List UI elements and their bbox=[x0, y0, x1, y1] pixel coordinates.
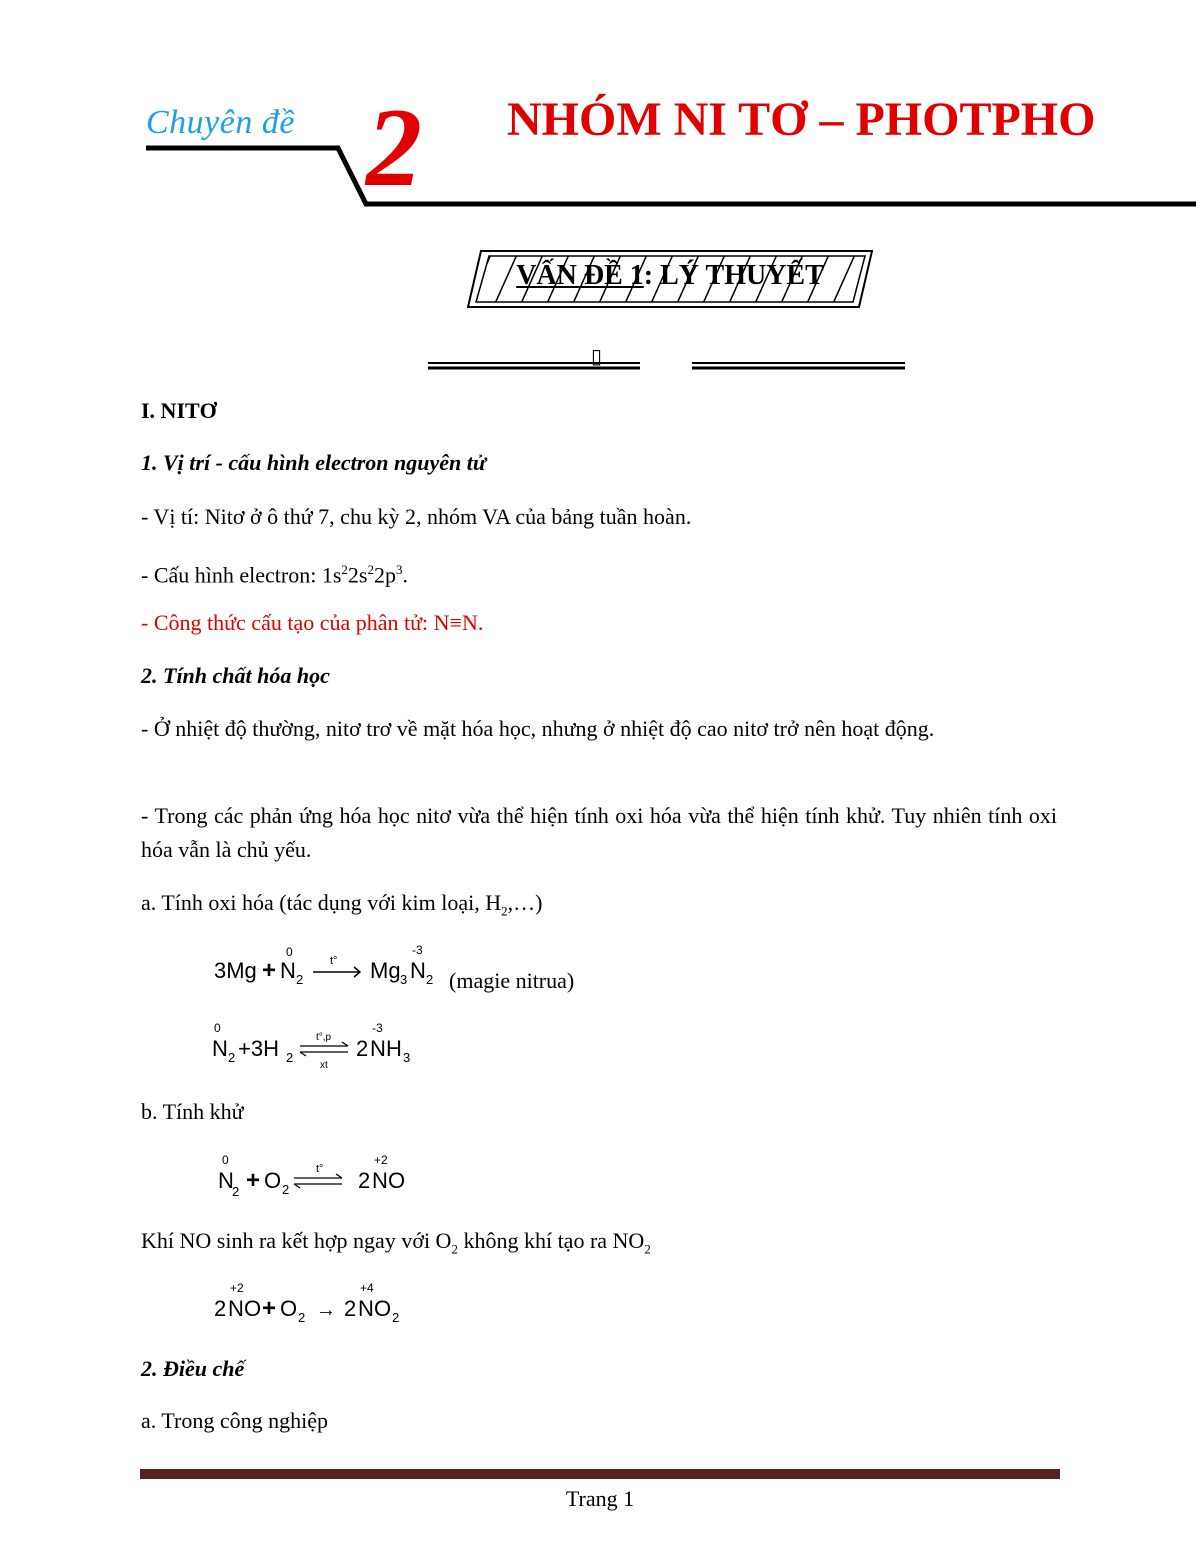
cau-hinh-sup: 2 bbox=[341, 562, 348, 577]
subheading-vi-tri: 1. Vị trí - cấu hình electron nguyên tử bbox=[141, 450, 487, 475]
oxi-hoa-sub: 2 bbox=[501, 903, 508, 919]
svg-text:N: N bbox=[280, 958, 296, 983]
cau-hinh-sup: 2 bbox=[367, 562, 374, 577]
svg-text:xt: xt bbox=[320, 1060, 328, 1071]
khi-no-sub: 2 bbox=[644, 1241, 651, 1257]
svg-text:t°: t° bbox=[316, 1163, 324, 1175]
topic-heading-part1: VẤN ĐỀ 1 bbox=[516, 260, 644, 291]
svg-text:O: O bbox=[388, 1168, 406, 1193]
svg-text:N: N bbox=[410, 958, 426, 983]
svg-text:+4: +4 bbox=[360, 1281, 374, 1295]
khi-no-text: không khí tạo ra NO bbox=[457, 1228, 645, 1253]
svg-text:N: N bbox=[358, 1296, 374, 1321]
section-heading-nito: I. NITƠ bbox=[141, 398, 217, 423]
svg-text:0: 0 bbox=[222, 1153, 229, 1167]
paragraph-cong-thuc: - Công thức cấu tạo của phân tử: N≡N. bbox=[141, 610, 484, 635]
paragraph-phan-ung: - Trong các phản ứng hóa học nitơ vừa thể hiện tính oxi hóa vừa thể hiện tính khử. Tuy nhiên tính oxi hóa vẫn là chủ yếu. bbox=[141, 803, 1057, 862]
footer-rule bbox=[140, 1469, 1060, 1479]
equation-n2-h2 bbox=[200, 1016, 460, 1076]
svg-text:Mg: Mg bbox=[370, 958, 401, 983]
svg-text:3Mg: 3Mg bbox=[214, 958, 257, 983]
svg-text:2: 2 bbox=[298, 1310, 306, 1325]
paragraph-khi-no bbox=[141, 1224, 651, 1266]
svg-text:0: 0 bbox=[286, 945, 293, 959]
svg-text:O: O bbox=[264, 1168, 282, 1193]
subheading-dieu-che: 2. Điều chế bbox=[141, 1356, 245, 1381]
paragraph-cau-hinh bbox=[141, 553, 408, 592]
svg-text:t°,p: t°,p bbox=[316, 1032, 332, 1043]
ornament-glyph: ▯ bbox=[591, 344, 603, 368]
paragraph-tinh-oxi-hoa bbox=[141, 886, 542, 928]
cau-hinh-sup: 3 bbox=[395, 562, 403, 577]
khi-no-text: Khí NO sinh ra kết hợp ngay với O bbox=[141, 1228, 452, 1253]
svg-text:0: 0 bbox=[214, 1021, 221, 1035]
svg-text:N: N bbox=[218, 1168, 234, 1193]
svg-text:O: O bbox=[244, 1296, 262, 1321]
svg-text:N: N bbox=[372, 1168, 388, 1193]
paragraph-tinh-khu: b. Tính khử bbox=[141, 1099, 244, 1124]
equation-no-o2 bbox=[200, 1276, 460, 1336]
svg-text:2: 2 bbox=[426, 972, 434, 987]
svg-text:-3: -3 bbox=[372, 1021, 383, 1035]
svg-text:N: N bbox=[228, 1296, 244, 1321]
svg-text:3: 3 bbox=[400, 972, 408, 987]
paragraph-nhiet-do: - Ở nhiệt độ thường, nitơ trơ về mặt hóa học, nhưng ở nhiệt độ cao nitơ trở nên hoạt động. bbox=[141, 716, 935, 741]
svg-text:-3: -3 bbox=[412, 943, 423, 957]
cau-hinh-text: . bbox=[402, 562, 408, 588]
header-rule bbox=[0, 0, 1200, 230]
paragraph-vi-tri: - Vị tí: Nitơ ở ô thứ 7, chu kỳ 2, nhóm VA của bảng tuần hoàn. bbox=[141, 504, 692, 529]
svg-text:2: 2 bbox=[282, 1182, 290, 1197]
svg-text:2: 2 bbox=[228, 1050, 236, 1065]
svg-text:t°: t° bbox=[330, 955, 338, 967]
svg-text:2: 2 bbox=[392, 1310, 400, 1325]
svg-text:H: H bbox=[386, 1036, 402, 1061]
svg-text:+3H: +3H bbox=[238, 1036, 279, 1061]
chapter-label: Chuyên đề bbox=[146, 104, 295, 141]
svg-text:2: 2 bbox=[344, 1296, 357, 1321]
svg-text:→: → bbox=[316, 1299, 336, 1321]
paragraph-cong-nghiep: a. Trong công nghiệp bbox=[141, 1408, 328, 1433]
svg-text:+2: +2 bbox=[230, 1281, 244, 1295]
oxi-hoa-text: ,…) bbox=[507, 890, 543, 915]
svg-text:2: 2 bbox=[286, 1050, 294, 1065]
cau-hinh-text: 2s bbox=[347, 562, 368, 588]
svg-text:O: O bbox=[374, 1296, 392, 1321]
chapter-number: 2 bbox=[366, 86, 422, 210]
svg-text:N: N bbox=[212, 1036, 228, 1061]
svg-text:+: + bbox=[262, 957, 277, 984]
svg-text:2: 2 bbox=[356, 1036, 369, 1061]
topic-heading bbox=[467, 260, 873, 292]
cau-hinh-text: - Cấu hình electron: 1s bbox=[141, 562, 342, 588]
svg-text:N: N bbox=[370, 1036, 386, 1061]
topic-heading-part2: : LÝ THUYẾT bbox=[643, 260, 824, 291]
equation-note: (magie nitrua) bbox=[449, 968, 575, 993]
equation-mg-n2 bbox=[200, 936, 460, 996]
subheading-tinh-chat: 2. Tính chất hóa học bbox=[141, 663, 330, 688]
svg-text:O: O bbox=[280, 1296, 298, 1321]
equation-n2-o2 bbox=[200, 1146, 440, 1206]
page-number: Trang 1 bbox=[565, 1486, 635, 1511]
svg-text:3: 3 bbox=[403, 1050, 411, 1065]
svg-text:2: 2 bbox=[232, 1184, 240, 1199]
svg-text:+2: +2 bbox=[374, 1153, 388, 1167]
cau-hinh-text: 2p bbox=[373, 562, 396, 588]
svg-text:2: 2 bbox=[296, 972, 304, 987]
svg-text:2: 2 bbox=[358, 1168, 371, 1193]
svg-text:+: + bbox=[262, 1295, 277, 1322]
svg-text:+: + bbox=[246, 1167, 261, 1194]
oxi-hoa-text: a. Tính oxi hóa (tác dụng với kim loại, H bbox=[141, 890, 502, 915]
svg-text:2: 2 bbox=[214, 1296, 227, 1321]
khi-no-sub: 2 bbox=[451, 1241, 458, 1257]
page-title: NHÓM NI TƠ – PHOTPHO bbox=[507, 93, 1096, 146]
